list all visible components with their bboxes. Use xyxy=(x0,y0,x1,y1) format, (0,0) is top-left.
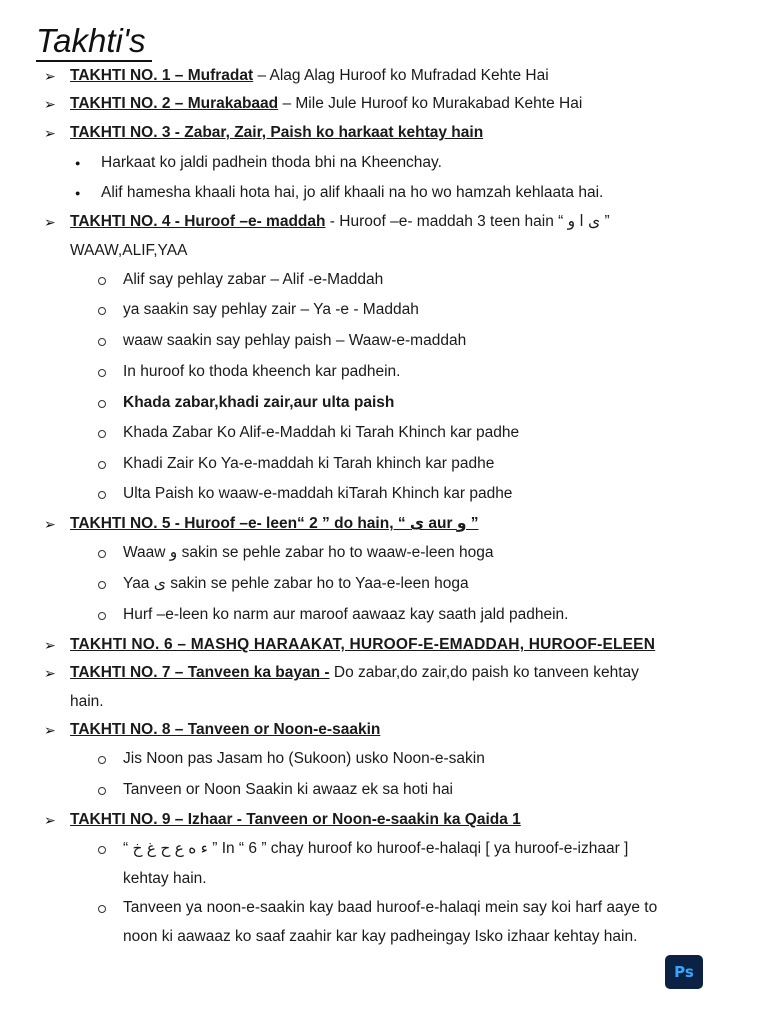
circle-bullet-icon xyxy=(98,905,106,913)
list-item-text: waaw saakin say pehlay paish – Waaw-e-maddah xyxy=(123,332,467,349)
takhti-3-heading: TAKHTI NO. 3 - Zabar, Zair, Paish ko harkaat kehtay hain xyxy=(70,124,484,141)
takhti-4-heading: TAKHTI NO. 4 - Huroof –e- maddah xyxy=(70,213,326,230)
list-item-text: Jis Noon pas Jasam ho (Sukoon) usko Noon-e-sakin xyxy=(123,750,485,767)
list-item-text: Harkaat ko jaldi padhein thoda bhi na Kheenchay. xyxy=(101,154,442,171)
list-item-text: noon ki aawaaz ko saaf zaahir kar kay padheingay Isko izhaar kehtay hain. xyxy=(123,928,638,945)
takhti-2-text: – Mile Jule Huroof ko Murakabad Kehte Hai xyxy=(278,95,583,112)
circle-bullet-icon xyxy=(98,277,106,285)
list-item-text: Waaw و sakin se pehle zabar ho to waaw-e-leen hoga xyxy=(123,544,494,561)
arrow-bullet-icon: ➢ xyxy=(44,516,56,532)
urdu-letters: “ ء ه ع ح غ خ ” xyxy=(123,840,218,857)
list-item-text: Hurf –e-leen ko narm aur maroof aawaaz kay saath jald padhein. xyxy=(123,606,569,623)
circle-bullet-icon xyxy=(98,369,106,377)
page-title: Takhti's xyxy=(36,22,152,62)
circle-bullet-icon xyxy=(98,581,106,589)
circle-bullet-icon xyxy=(98,400,106,408)
arrow-bullet-icon: ➢ xyxy=(44,125,56,141)
list-item-text: Tanveen ya noon-e-saakin kay baad huroof-e-halaqi mein say koi harf aaye to xyxy=(123,899,658,916)
dot-bullet-icon: ● xyxy=(75,188,81,198)
arrow-bullet-icon: ➢ xyxy=(44,68,56,84)
takhti-8-heading: TAKHTI NO. 8 – Tanveen or Noon-e-saakin xyxy=(70,721,381,738)
takhti-4-cont-text: WAAW,ALIF,YAA xyxy=(70,242,188,259)
dot-bullet-icon: ● xyxy=(75,158,81,168)
list-item-text: Alif hamesha khaali hota hai, jo alif khaali na ho wo hamzah kehlaata hai. xyxy=(101,184,604,201)
circle-bullet-icon xyxy=(98,307,106,315)
circle-bullet-icon xyxy=(98,461,106,469)
list-item-text: Yaa ى sakin se pehle zabar ho to Yaa-e-leen hoga xyxy=(123,575,469,592)
takhti-5-heading: TAKHTI NO. 5 - Huroof –e- leen“ 2 ” do hain, “ ى aur و ” xyxy=(70,515,479,532)
arrow-bullet-icon: ➢ xyxy=(44,637,56,653)
list-item-text: In “ 6 ” chay huroof ko huroof-e-halaqi [ ya huroof-e-izhaar ] xyxy=(217,840,629,857)
list-item-text: Ulta Paish ko waaw-e-maddah kiTarah Khinch kar padhe xyxy=(123,485,513,502)
list-item-text: Tanveen or Noon Saakin ki awaaz ek sa hoti hai xyxy=(123,781,454,798)
takhti-1-heading: TAKHTI NO. 1 – Mufradat xyxy=(70,67,254,84)
list-item-text: kehtay hain. xyxy=(123,870,207,887)
arrow-bullet-icon: ➢ xyxy=(44,722,56,738)
circle-bullet-icon xyxy=(98,787,106,795)
circle-bullet-icon xyxy=(98,846,106,854)
arrow-bullet-icon: ➢ xyxy=(44,812,56,828)
list-item-text: In huroof ko thoda kheench kar padhein. xyxy=(123,363,401,380)
circle-bullet-icon xyxy=(98,550,106,558)
list-item-text: Khada zabar,khadi zair,aur ulta paish xyxy=(123,394,395,411)
takhti-6-heading: TAKHTI NO. 6 – MASHQ HARAAKAT, HUROOF-E-EMADDAH, HUROOF-ELEEN xyxy=(70,636,656,653)
takhti-9-heading: TAKHTI NO. 9 – Izhaar - Tanveen or Noon-e-saakin ka Qaida 1 xyxy=(70,811,521,828)
takhti-7-cont-text: hain. xyxy=(70,693,104,710)
takhti-4-text: - Huroof –e- maddah 3 teen hain “ ى ا و ” xyxy=(325,213,610,230)
circle-bullet-icon xyxy=(98,338,106,346)
circle-bullet-icon xyxy=(98,430,106,438)
takhti-1-text: – Alag Alag Huroof ko Mufradad Kehte Hai xyxy=(253,67,549,84)
arrow-bullet-icon: ➢ xyxy=(44,214,56,230)
takhti-7-text: Do zabar,do zair,do paish ko tanveen kehtay xyxy=(329,664,639,681)
circle-bullet-icon xyxy=(98,491,106,499)
circle-bullet-icon xyxy=(98,612,106,620)
list-item-text: Khadi Zair Ko Ya-e-maddah ki Tarah khinch kar padhe xyxy=(123,455,495,472)
list-item-text: Khada Zabar Ko Alif-e-Maddah ki Tarah Khinch kar padhe xyxy=(123,424,520,441)
arrow-bullet-icon: ➢ xyxy=(44,665,56,681)
arrow-bullet-icon: ➢ xyxy=(44,96,56,112)
circle-bullet-icon xyxy=(98,756,106,764)
takhti-2-heading: TAKHTI NO. 2 – Murakabaad xyxy=(70,95,279,112)
list-item-text: ya saakin say pehlay zair – Ya -e - Maddah xyxy=(123,301,419,318)
takhti-7-heading: TAKHTI NO. 7 – Tanveen ka bayan - xyxy=(70,664,330,681)
photoshop-icon: Ps xyxy=(665,955,703,989)
list-item-text: Alif say pehlay zabar – Alif -e-Maddah xyxy=(123,271,384,288)
